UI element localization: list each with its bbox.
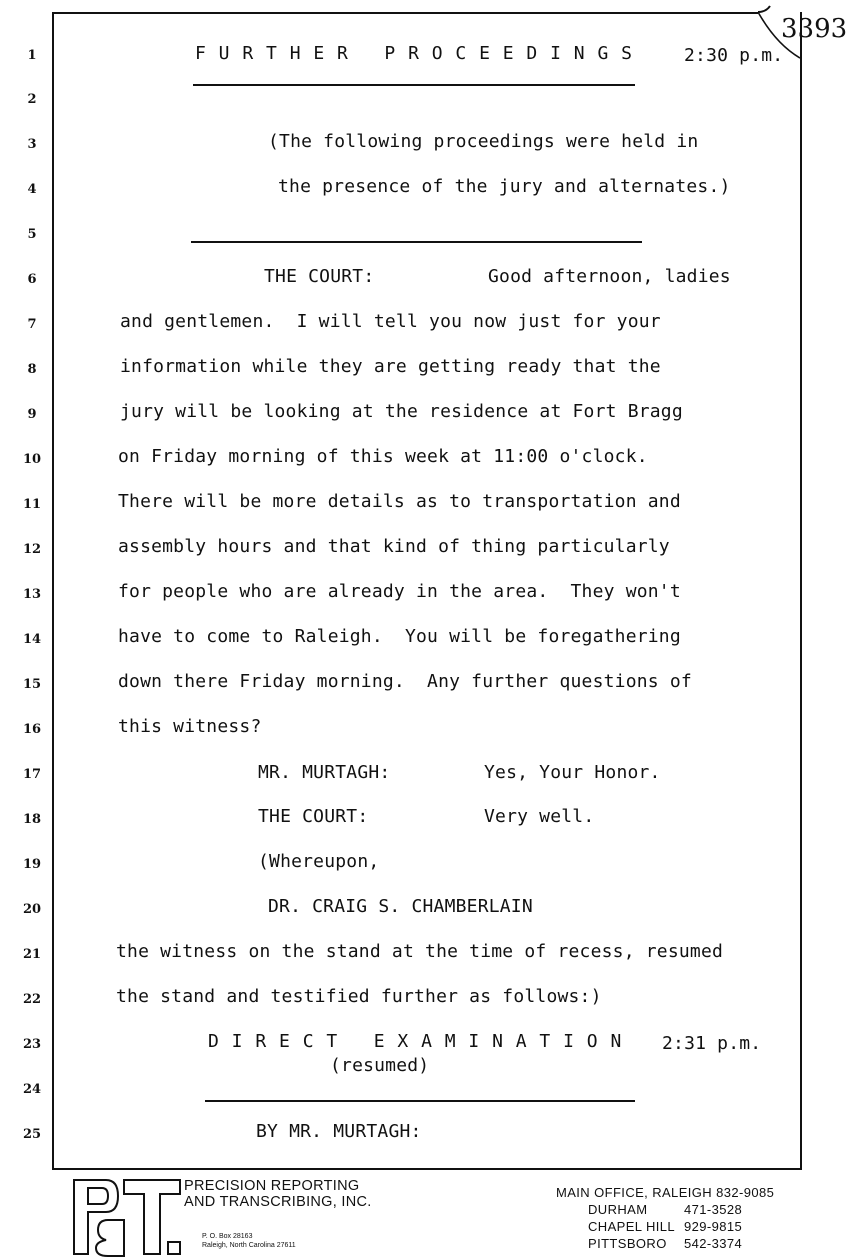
line-number: 6 xyxy=(27,272,37,287)
company-name-line: PRECISION REPORTING xyxy=(184,1178,360,1194)
company-name-line: AND TRANSCRIBING, INC. xyxy=(184,1194,372,1210)
address-line: P. O. Box 28163 xyxy=(202,1233,253,1240)
transcript-line: and gentlemen. I will tell you now just for your xyxy=(120,311,661,332)
line-number: 1 xyxy=(27,48,37,63)
line-number: 14 xyxy=(22,632,42,647)
transcript-line: have to come to Raleigh. You will be foregathering xyxy=(118,626,681,647)
transcript-line: on Friday morning of this week at 11:00 o'clock. xyxy=(118,446,648,467)
line-number: 12 xyxy=(22,542,42,557)
section-heading: F U R T H E R P R O C E E D I N G S xyxy=(195,43,633,64)
transcript-line: the stand and testified further as follows:) xyxy=(116,986,602,1007)
line-number: 22 xyxy=(22,992,42,1007)
page-number: 3393 xyxy=(781,14,848,44)
line-number: 25 xyxy=(22,1127,42,1142)
company-logo xyxy=(68,1176,186,1258)
line-number: 11 xyxy=(22,497,42,512)
company-name xyxy=(184,1178,372,1210)
transcript-line: (Whereupon, xyxy=(258,851,380,872)
speaker-label: MR. MURTAGH: xyxy=(258,762,391,783)
office-row xyxy=(556,1184,774,1201)
line-number: 2 xyxy=(27,92,37,107)
transcript-line: jury will be looking at the residence at Fort Bragg xyxy=(120,401,683,422)
transcript-line: information while they are getting ready that the xyxy=(120,356,661,377)
transcript-line: this witness? xyxy=(118,716,262,737)
line-number: 21 xyxy=(22,947,42,962)
line-number: 9 xyxy=(27,407,37,422)
section-time: 2:30 p.m. xyxy=(684,45,784,66)
office-phone: 542-3374 xyxy=(684,1236,743,1251)
line-number: 5 xyxy=(27,227,37,242)
office-row xyxy=(556,1218,774,1235)
line-number: 20 xyxy=(22,902,42,917)
section-heading: D I R E C T E X A M I N A T I O N xyxy=(208,1031,623,1052)
speaker-label: THE COURT: xyxy=(264,266,375,287)
transcript-line: assembly hours and that kind of thing particularly xyxy=(118,536,670,557)
office-list xyxy=(556,1184,774,1252)
transcript-line: for people who are already in the area. They won't xyxy=(118,581,681,602)
office-name: PITTSBORO xyxy=(588,1236,667,1251)
section-subheading: (resumed) xyxy=(330,1055,430,1076)
transcript-line: There will be more details as to transportation and xyxy=(118,491,681,512)
office-row xyxy=(556,1201,774,1218)
line-number: 23 xyxy=(22,1037,42,1052)
address-line: Raleigh, North Carolina 27611 xyxy=(202,1242,296,1249)
heading-rule xyxy=(193,84,635,86)
line-number: 17 xyxy=(22,767,42,782)
section-time: 2:31 p.m. xyxy=(662,1033,762,1054)
line-number: 15 xyxy=(22,677,42,692)
line-number: 13 xyxy=(22,587,42,602)
transcript-line: Yes, Your Honor. xyxy=(484,762,661,783)
line-number: 3 xyxy=(27,137,37,152)
line-number: 18 xyxy=(22,812,42,827)
transcript-line: (The following proceedings were held in xyxy=(268,131,699,152)
line-number: 16 xyxy=(22,722,42,737)
transcript-line: the presence of the jury and alternates.) xyxy=(278,176,731,197)
office-name: CHAPEL HILL xyxy=(588,1219,676,1234)
speaker-label: THE COURT: xyxy=(258,806,369,827)
company-address xyxy=(202,1232,296,1250)
line-number: 7 xyxy=(27,317,37,332)
office-name: MAIN OFFICE, RALEIGH xyxy=(556,1185,713,1200)
transcript-line: down there Friday morning. Any further questions of xyxy=(118,671,692,692)
office-phone: 471-3528 xyxy=(684,1202,743,1217)
transcript-line: Good afternoon, ladies xyxy=(488,266,731,287)
transcript-line: Very well. xyxy=(484,806,595,827)
line-number: 10 xyxy=(22,452,42,467)
line-number: 4 xyxy=(27,182,37,197)
office-phone: 929-9815 xyxy=(684,1219,743,1234)
line-number: 19 xyxy=(22,857,42,872)
line-number: 8 xyxy=(27,362,37,377)
section-rule xyxy=(191,241,642,243)
office-name: DURHAM xyxy=(588,1202,648,1217)
heading-rule xyxy=(205,1100,635,1102)
witness-name: DR. CRAIG S. CHAMBERLAIN xyxy=(268,896,533,917)
office-phone: 832-9085 xyxy=(716,1185,775,1200)
examiner-label: BY MR. MURTAGH: xyxy=(256,1121,422,1142)
transcript-line: the witness on the stand at the time of recess, resumed xyxy=(116,941,724,962)
line-number: 24 xyxy=(22,1082,42,1097)
office-row xyxy=(556,1235,774,1252)
